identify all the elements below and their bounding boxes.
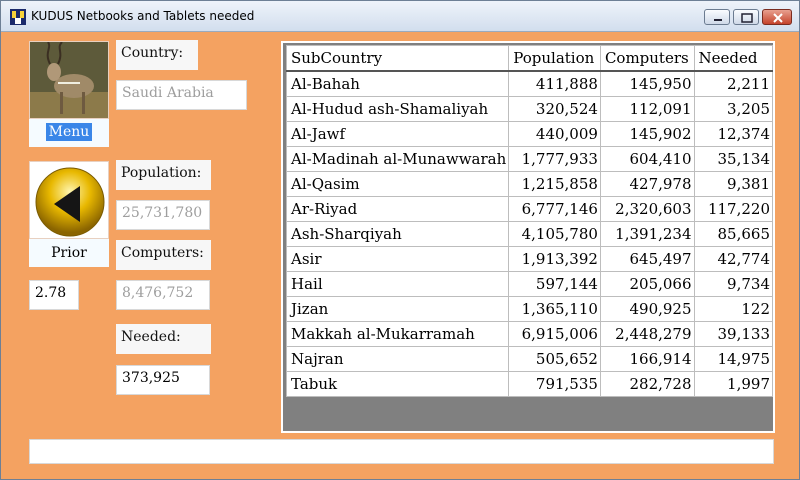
subcountry-cell: Tabuk [287, 372, 509, 397]
number-cell: 12,374 [694, 122, 772, 147]
number-cell: 282,728 [600, 372, 694, 397]
table-row[interactable] [287, 147, 773, 172]
number-cell: 604,410 [600, 147, 694, 172]
kudus-app-icon [10, 9, 26, 25]
table-row[interactable] [287, 97, 773, 122]
minimize-button[interactable] [704, 9, 730, 25]
maximize-button[interactable] [733, 9, 759, 25]
close-button[interactable] [762, 9, 792, 25]
menu-button[interactable] [29, 119, 109, 147]
number-cell: 490,925 [600, 297, 694, 322]
subcountry-cell: Al-Madinah al-Munawwarah [287, 147, 509, 172]
column-header[interactable]: SubCountry [287, 46, 509, 72]
table-row[interactable] [287, 172, 773, 197]
table-row[interactable] [287, 71, 773, 97]
title-bar [1, 1, 799, 32]
subcountry-cell: Asir [287, 247, 509, 272]
number-cell: 1,913,392 [509, 247, 601, 272]
number-cell: 205,066 [600, 272, 694, 297]
number-cell: 9,381 [694, 172, 772, 197]
number-cell: 14,975 [694, 347, 772, 372]
number-cell: 6,777,146 [509, 197, 601, 222]
kudu-photo [30, 42, 109, 119]
back-arrow-icon [30, 162, 109, 239]
table-row[interactable] [287, 197, 773, 222]
number-cell: 85,665 [694, 222, 772, 247]
population-field[interactable]: 25,731,780 [116, 200, 210, 230]
number-cell: 39,133 [694, 322, 772, 347]
ratio-field[interactable]: 2.78 [29, 280, 79, 310]
column-header[interactable]: Population [509, 46, 601, 72]
number-cell: 645,497 [600, 247, 694, 272]
number-cell: 145,950 [600, 71, 694, 97]
table-row[interactable] [287, 372, 773, 397]
number-cell: 166,914 [600, 347, 694, 372]
computers-field[interactable]: 8,476,752 [116, 280, 210, 310]
table-row[interactable] [287, 122, 773, 147]
table-row[interactable] [287, 247, 773, 272]
subcountry-cell: Jizan [287, 297, 509, 322]
number-cell: 1,777,933 [509, 147, 601, 172]
number-cell: 597,144 [509, 272, 601, 297]
minimize-icon [705, 10, 731, 26]
number-cell: 9,734 [694, 272, 772, 297]
number-cell: 505,652 [509, 347, 601, 372]
subcountry-cell: Al-Jawf [287, 122, 509, 147]
subcountry-grid[interactable] [281, 41, 775, 433]
table-row[interactable] [287, 272, 773, 297]
subcountry-table [286, 45, 773, 397]
number-cell: 440,009 [509, 122, 601, 147]
prior-label: Prior [51, 245, 87, 261]
table-row[interactable] [287, 347, 773, 372]
number-cell: 6,915,006 [509, 322, 601, 347]
table-row[interactable] [287, 322, 773, 347]
window-title: KUDUS Netbooks and Tablets needed [31, 9, 255, 23]
subcountry-cell: Al-Bahah [287, 71, 509, 97]
number-cell: 35,134 [694, 147, 772, 172]
prior-button[interactable] [29, 239, 109, 267]
number-cell: 145,902 [600, 122, 694, 147]
number-cell: 2,448,279 [600, 322, 694, 347]
number-cell: 117,220 [694, 197, 772, 222]
population-label: Population: [116, 160, 211, 190]
status-bar [29, 439, 774, 464]
prior-thumbnail[interactable] [29, 161, 109, 239]
number-cell: 1,365,110 [509, 297, 601, 322]
subcountry-cell: Ar-Riyad [287, 197, 509, 222]
subcountry-cell: Ash-Sharqiyah [287, 222, 509, 247]
number-cell: 122 [694, 297, 772, 322]
number-cell: 42,774 [694, 247, 772, 272]
number-cell: 1,215,858 [509, 172, 601, 197]
needed-field[interactable]: 373,925 [116, 365, 210, 395]
number-cell: 427,978 [600, 172, 694, 197]
number-cell: 1,997 [694, 372, 772, 397]
number-cell: 320,524 [509, 97, 601, 122]
subcountry-cell: Najran [287, 347, 509, 372]
number-cell: 2,320,603 [600, 197, 694, 222]
maximize-icon [734, 10, 760, 26]
table-header-row [287, 46, 773, 72]
subcountry-cell: Hail [287, 272, 509, 297]
country-field[interactable]: Saudi Arabia [116, 80, 247, 110]
number-cell: 4,105,780 [509, 222, 601, 247]
column-header[interactable]: Needed [694, 46, 772, 72]
menu-thumbnail[interactable] [29, 41, 109, 119]
subcountry-cell: Al-Hudud ash-Shamaliyah [287, 97, 509, 122]
column-header[interactable]: Computers [600, 46, 694, 72]
subcountry-cell: Al-Qasim [287, 172, 509, 197]
table-row[interactable] [287, 297, 773, 322]
number-cell: 112,091 [600, 97, 694, 122]
number-cell: 791,535 [509, 372, 601, 397]
needed-label: Needed: [116, 324, 211, 354]
number-cell: 3,205 [694, 97, 772, 122]
computers-label: Computers: [116, 240, 211, 270]
number-cell: 2,211 [694, 71, 772, 97]
subcountry-cell: Makkah al-Mukarramah [287, 322, 509, 347]
country-label: Country: [116, 40, 198, 70]
number-cell: 411,888 [509, 71, 601, 97]
table-row[interactable] [287, 222, 773, 247]
number-cell: 1,391,234 [600, 222, 694, 247]
close-icon [763, 10, 793, 26]
menu-label: Menu [46, 123, 93, 141]
